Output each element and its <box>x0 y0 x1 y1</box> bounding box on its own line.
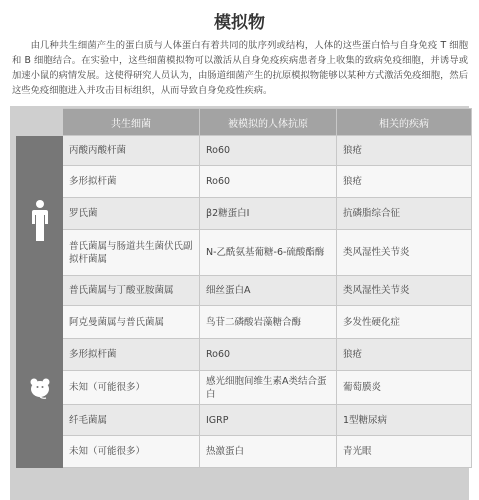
cell-bacteria: 未知（可能很多） <box>63 436 200 468</box>
table-row <box>17 371 472 405</box>
cell-antigen: Ro60 <box>200 339 337 371</box>
cell-bacteria: 多形拟杆菌 <box>63 166 200 198</box>
cell-bacteria: 多形拟杆菌 <box>63 339 200 371</box>
table-row <box>17 405 472 436</box>
cell-bacteria: 罗氏菌 <box>63 198 200 230</box>
cell-disease: 青光眼 <box>337 436 472 468</box>
cell-antigen: IGRP <box>200 405 337 436</box>
group-side-cell <box>17 306 63 468</box>
cell-disease: 狼疮 <box>337 136 472 166</box>
table-body <box>17 136 472 468</box>
cell-disease: 1型糖尿病 <box>337 405 472 436</box>
table-header-row <box>17 109 472 136</box>
cell-bacteria: 丙酸丙酸杆菌 <box>63 136 200 166</box>
header-bacteria: 共生细菌 <box>63 109 200 136</box>
page-title: 模拟物 <box>214 13 265 33</box>
cell-disease: 葡萄膜炎 <box>337 371 472 405</box>
header-antigen: 被模拟的人体抗原 <box>200 109 337 136</box>
table-row <box>17 166 472 198</box>
group-side-cell <box>17 136 63 306</box>
cell-bacteria: 普氏菌属与丁酸亚胺菌属 <box>63 276 200 306</box>
human-figure-icon <box>17 199 62 243</box>
cell-disease: 狼疮 <box>337 166 472 198</box>
mimic-table <box>16 108 472 468</box>
cell-antigen: N-乙酰氨基葡糖-6-硫酸酯酶 <box>200 230 337 276</box>
cell-bacteria: 纤毛菌属 <box>63 405 200 436</box>
cell-disease: 抗磷脂综合征 <box>337 198 472 230</box>
header-disease: 相关的疾病 <box>337 109 472 136</box>
cell-antigen: Ro60 <box>200 166 337 198</box>
cell-antigen: 细丝蛋白A <box>200 276 337 306</box>
cell-antigen: 热激蛋白 <box>200 436 337 468</box>
table-row <box>17 136 472 166</box>
cell-disease: 狼疮 <box>337 339 472 371</box>
cell-antigen: 感光细胞间维生素A类结合蛋白 <box>200 371 337 405</box>
intro-paragraph: 由几种共生细菌产生的蛋白质与人体蛋白有着共同的肽序列或结构，人体的这些蛋白恰与自身免疫 T 细胞和 B 细胞结合。在实验中，这些细菌模拟物可以激活从自身免疫疾病患者身上收集的致病免疫细胞，并诱导或加速小鼠的病情发展。这使得研究人员认为，由肠道细菌产生的抗原模拟物能够以某种方式激活免疫细胞，然后这些免疫细胞进入并攻击目标组织，从而导致自身免疫性疾病。 <box>12 40 468 96</box>
cell-bacteria: 未知（可能很多） <box>63 371 200 405</box>
cell-bacteria: 阿克曼菌属与普氏菌属 <box>63 306 200 339</box>
table-row <box>17 276 472 306</box>
table-row <box>17 436 472 468</box>
table-row <box>17 306 472 339</box>
header-blank <box>17 109 63 136</box>
table-row <box>17 230 472 276</box>
table-row <box>17 339 472 371</box>
cell-antigen: Ro60 <box>200 136 337 166</box>
table-row <box>17 198 472 230</box>
cell-antigen: 鸟苷二磷酸岩藻糖合酶 <box>200 306 337 339</box>
cell-disease: 多发性硬化症 <box>337 306 472 339</box>
mouse-icon <box>17 374 62 400</box>
cell-disease: 类风湿性关节炎 <box>337 230 472 276</box>
cell-bacteria: 普氏菌属与肠道共生菌伏氏副拟杆菌属 <box>63 230 200 276</box>
cell-disease: 类风湿性关节炎 <box>337 276 472 306</box>
cell-antigen: β2糖蛋白I <box>200 198 337 230</box>
